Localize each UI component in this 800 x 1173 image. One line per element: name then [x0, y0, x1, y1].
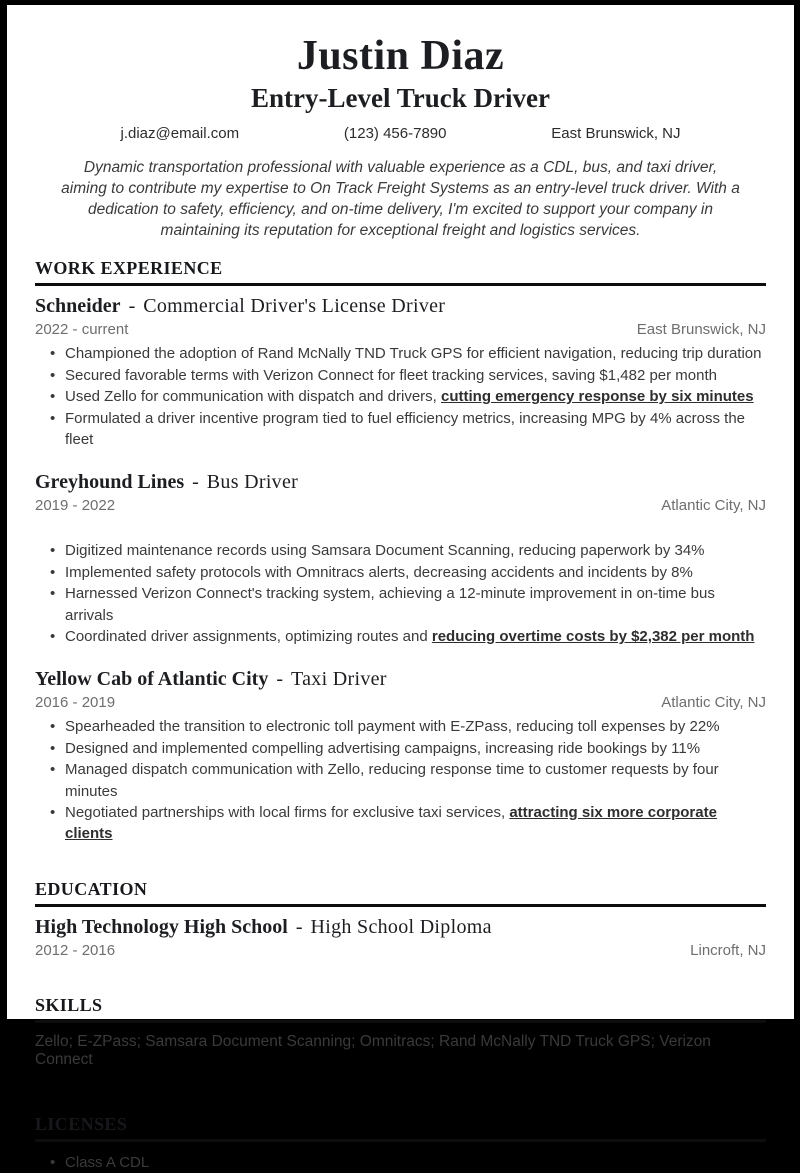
bullet-item	[35, 386, 766, 407]
job-entry-schneider	[35, 295, 766, 450]
bullet-text: Digitized maintenance records using Samsara Document Scanning, reducing paperwork by 34%	[65, 542, 705, 560]
job-location: Atlantic City, NJ	[661, 497, 766, 515]
bullet-text: Harnessed Verizon Connect's tracking system, achieving a 12-minute improvement in on-time bus arrivals	[65, 585, 715, 624]
bullet-text: Championed the adoption of Rand McNally TND Truck GPS for efficient navigation, reducing trip duration	[65, 345, 762, 363]
section-skills	[35, 995, 766, 1069]
job-entry-yellow-cab	[35, 668, 766, 844]
education-entry	[35, 916, 766, 959]
title-separator: -	[128, 295, 136, 318]
work-section-heading: WORK EXPERIENCE	[35, 258, 766, 286]
candidate-name: Justin Diaz	[296, 33, 505, 79]
job-list	[35, 295, 766, 845]
company-name: Greyhound Lines	[35, 471, 185, 494]
bullet-item	[35, 343, 766, 364]
bullet-item	[35, 626, 766, 647]
bullet-text: Designed and implemented compelling advertising campaigns, increasing ride bookings by 11%	[65, 739, 701, 757]
company-name: Yellow Cab of Atlantic City	[35, 668, 269, 691]
title-separator: -	[192, 471, 199, 494]
resume-page	[7, 5, 794, 1171]
license-bullets	[35, 1152, 766, 1173]
bullet-item	[35, 716, 766, 737]
section-work-experience	[35, 258, 766, 845]
candidate-title: Entry-Level Truck Driver	[251, 83, 550, 113]
contact-phone: (123) 456-7890	[343, 125, 447, 142]
job-meta-row	[35, 497, 766, 514]
job-role: Commercial Driver's License Driver	[143, 295, 446, 318]
bullet-text: Coordinated driver assignments, optimizing routes and	[65, 627, 432, 645]
job-dates: 2016 - 2019	[35, 694, 116, 712]
license-text: Class A CDL	[65, 1153, 150, 1171]
bullet-item	[35, 540, 766, 561]
bullet-item	[35, 759, 766, 802]
bullet-item	[35, 802, 766, 845]
skills-list-text: Zello; E-ZPass; Samsara Document Scanning; Omnitracs; Rand McNally TND Truck GPS; Verizon Connect	[35, 1032, 711, 1068]
title-separator: -	[276, 668, 283, 691]
job-meta-row	[35, 321, 766, 338]
bullet-item	[35, 583, 766, 626]
title-separator: -	[295, 915, 303, 938]
bullet-item	[35, 365, 766, 386]
job-dates: 2022 - current	[35, 321, 129, 339]
job-role: Bus Driver	[206, 471, 299, 494]
education-title-line	[35, 916, 766, 939]
bullet-item	[35, 562, 766, 583]
bullet-emphasis: attracting six more corporate clients	[65, 804, 717, 843]
summary-text: Dynamic transportation professional with valuable experience as a CDL, bus, and taxi driver, aiming to contribute my expertise to On Track Freight Systems as an entry-level truck driver. With a dedication to safety, efficiency, and on-time delivery, I'm excited to support your company in maintaining its reputation for exceptional freight and logistics services.	[61, 159, 740, 240]
section-education	[35, 879, 766, 959]
bullet-text: Implemented safety protocols with Omnitracs alerts, decreasing accidents and incidents by 8%	[65, 563, 693, 581]
bullet-item	[35, 408, 766, 451]
contact-email: j.diaz@email.com	[120, 125, 240, 142]
job-bullets	[35, 540, 766, 647]
job-dates: 2019 - 2022	[35, 497, 116, 515]
bullet-text: Formulated a driver incentive program tied to fuel efficiency metrics, increasing MPG by 4% across the fleet	[65, 409, 746, 448]
bullet-text: Negotiated partnerships with local firms for exclusive taxi services,	[65, 804, 510, 821]
bullet-emphasis: reducing overtime costs by $2,382 per month	[431, 627, 755, 645]
job-title-line	[35, 471, 766, 494]
job-title-line	[35, 668, 766, 691]
section-licenses	[35, 1114, 766, 1173]
contact-row	[121, 125, 681, 142]
degree-name: High School Diploma	[310, 915, 492, 938]
education-dates: 2012 - 2016	[35, 941, 116, 959]
job-entry-greyhound	[35, 471, 766, 647]
job-location: Atlantic City, NJ	[661, 694, 766, 712]
job-title-line	[35, 295, 766, 318]
contact-location: East Brunswick, NJ	[551, 125, 681, 142]
job-bullets	[35, 343, 766, 450]
education-location: Lincroft, NJ	[690, 941, 766, 959]
job-role: Taxi Driver	[291, 668, 387, 691]
school-name: High Technology High School	[35, 915, 288, 938]
bullet-text: Spearheaded the transition to electronic toll payment with E-ZPass, reducing toll expenses by 22%	[65, 718, 720, 736]
bullet-text: Secured favorable terms with Verizon Connect for fleet tracking services, saving $1,482 per month	[65, 366, 717, 384]
company-name: Schneider	[35, 295, 121, 318]
licenses-section-heading: LICENSES	[35, 1114, 766, 1142]
job-meta-row	[35, 694, 766, 711]
bullet-emphasis: cutting emergency response by six minutes	[441, 388, 754, 406]
education-section-heading: EDUCATION	[35, 879, 766, 907]
job-bullets	[35, 716, 766, 844]
bullet-text: Used Zello for communication with dispatch and drivers,	[65, 388, 441, 406]
bullet-text: Managed dispatch communication with Zello, reducing response time to customer requests by four minutes	[65, 761, 719, 800]
license-item	[35, 1152, 766, 1173]
education-meta-row	[35, 942, 766, 959]
skills-section-heading: SKILLS	[35, 995, 766, 1023]
bullet-item	[35, 738, 766, 759]
job-location: East Brunswick, NJ	[636, 321, 766, 339]
